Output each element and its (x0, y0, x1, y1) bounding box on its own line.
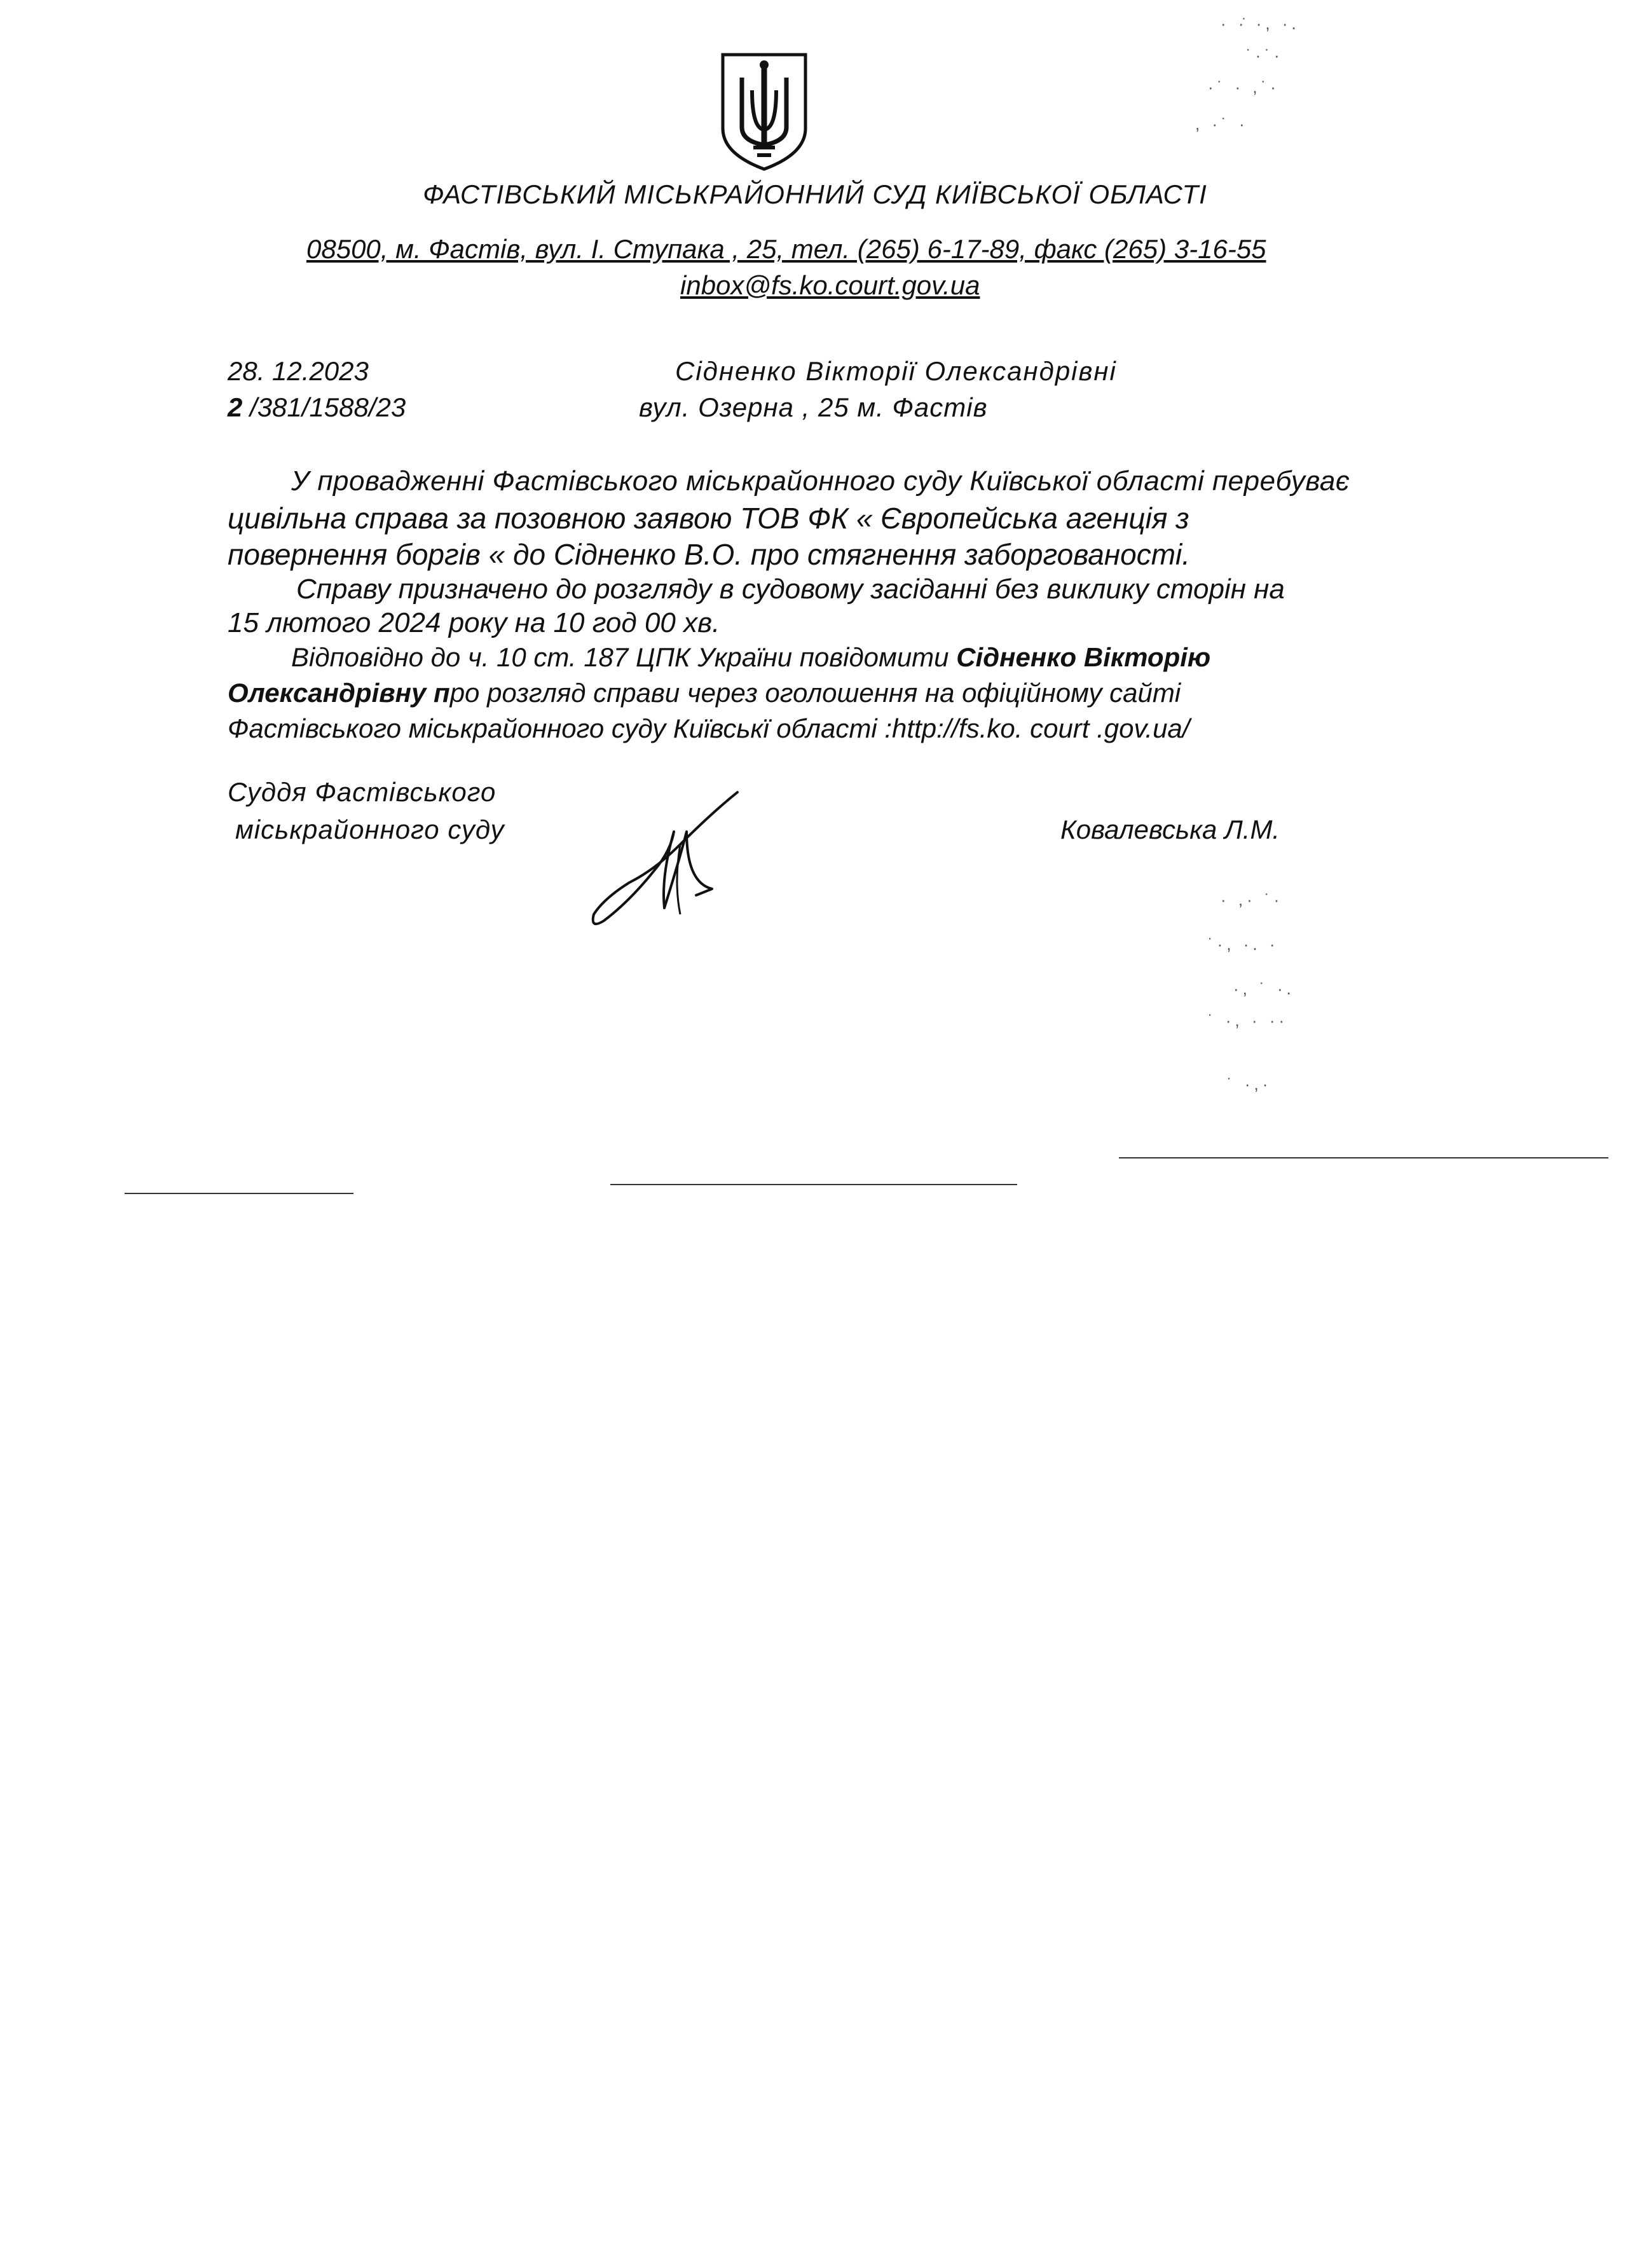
scan-rule-center (610, 1184, 1017, 1185)
defendant-patronymic-bold: Олександрівну п (228, 678, 450, 708)
scan-noise: ˙ ·, · ·· (1208, 1011, 1289, 1030)
recipient-name: Сідненко Вікторії Олександрівні (675, 356, 1117, 386)
scan-noise: · ·̇ ·, ·. (1221, 14, 1300, 33)
court-name-heading: ФАСТІВСЬКИЙ МІСЬКРАЙОННИЙ СУД КИЇВСЬКОЇ ОБЛАСТІ (423, 179, 1207, 209)
court-email-link[interactable]: inbox@fs.ko.court.gov.ua (680, 270, 980, 300)
body-p2-line1: Справу призначено до розгляду в судовому засіданні без виклику сторін на (296, 574, 1285, 605)
body-p1-line2: цивільна справа за позовною заявою ТОВ ФК « Європейська агенція з (228, 502, 1189, 535)
scan-noise: ˙·˙· (1246, 46, 1284, 65)
judge-title-line2: міськрайонного суду (235, 814, 505, 844)
court-address: 08500, м. Фастів, вул. І. Ступака , 25, тел. (265) 6-17-89, факс (265) 3-16-55 (306, 234, 1266, 264)
scan-noise: ·, ˙ ·. (1233, 979, 1295, 998)
scan-noise: ·˙ · ,˙· (1208, 78, 1280, 97)
body-p3-line1-text: Відповідно до ч. 10 ст. 187 ЦПК України повідомити (291, 642, 957, 672)
body-p3-line2-text: ро розгляд справи через оголошення на офіційному сайті (449, 678, 1181, 708)
judge-name: Ковалевська Л.М. (1060, 814, 1280, 844)
body-p3-line3: Фастівського міськрайонного суду Київськї області :http://fs.ko. court .gov.ua/ (228, 713, 1190, 743)
body-p1-line1: У провадженні Фастівського міськрайонного суду Київської області перебуває (291, 465, 1350, 497)
scan-noise: · ,· ˙· (1221, 890, 1284, 909)
scan-noise: , ·˙ · (1195, 114, 1249, 134)
document-date: 28. 12.2023 (228, 356, 369, 386)
body-p3-line1 (291, 642, 1210, 673)
scan-rule-left (125, 1193, 353, 1194)
body-p3-line2 (228, 678, 1181, 708)
coat-of-arms-emblem (719, 52, 809, 175)
scan-noise: ˙·, ·. · (1208, 935, 1279, 954)
case-number-prefix: 2 (228, 392, 243, 422)
body-p2-line2: 15 лютого 2024 року на 10 год 00 хв. (228, 607, 720, 638)
scan-rule-right (1119, 1157, 1608, 1158)
judge-title-line1: Суддя Фастівського (228, 777, 497, 807)
defendant-name-bold: Сідненко Вікторію (956, 642, 1211, 672)
case-number (228, 392, 406, 423)
handwritten-signature (585, 787, 750, 937)
case-number-rest: /381/1588/23 (242, 392, 406, 422)
trident-icon (719, 52, 809, 172)
scan-noise: ˙ ·,· (1227, 1075, 1272, 1094)
recipient-address: вул. Озерна , 25 м. Фастів (639, 392, 988, 422)
body-p1-line3: повернення боргів « до Сідненко В.О. про стягнення заборгованості. (228, 538, 1191, 571)
